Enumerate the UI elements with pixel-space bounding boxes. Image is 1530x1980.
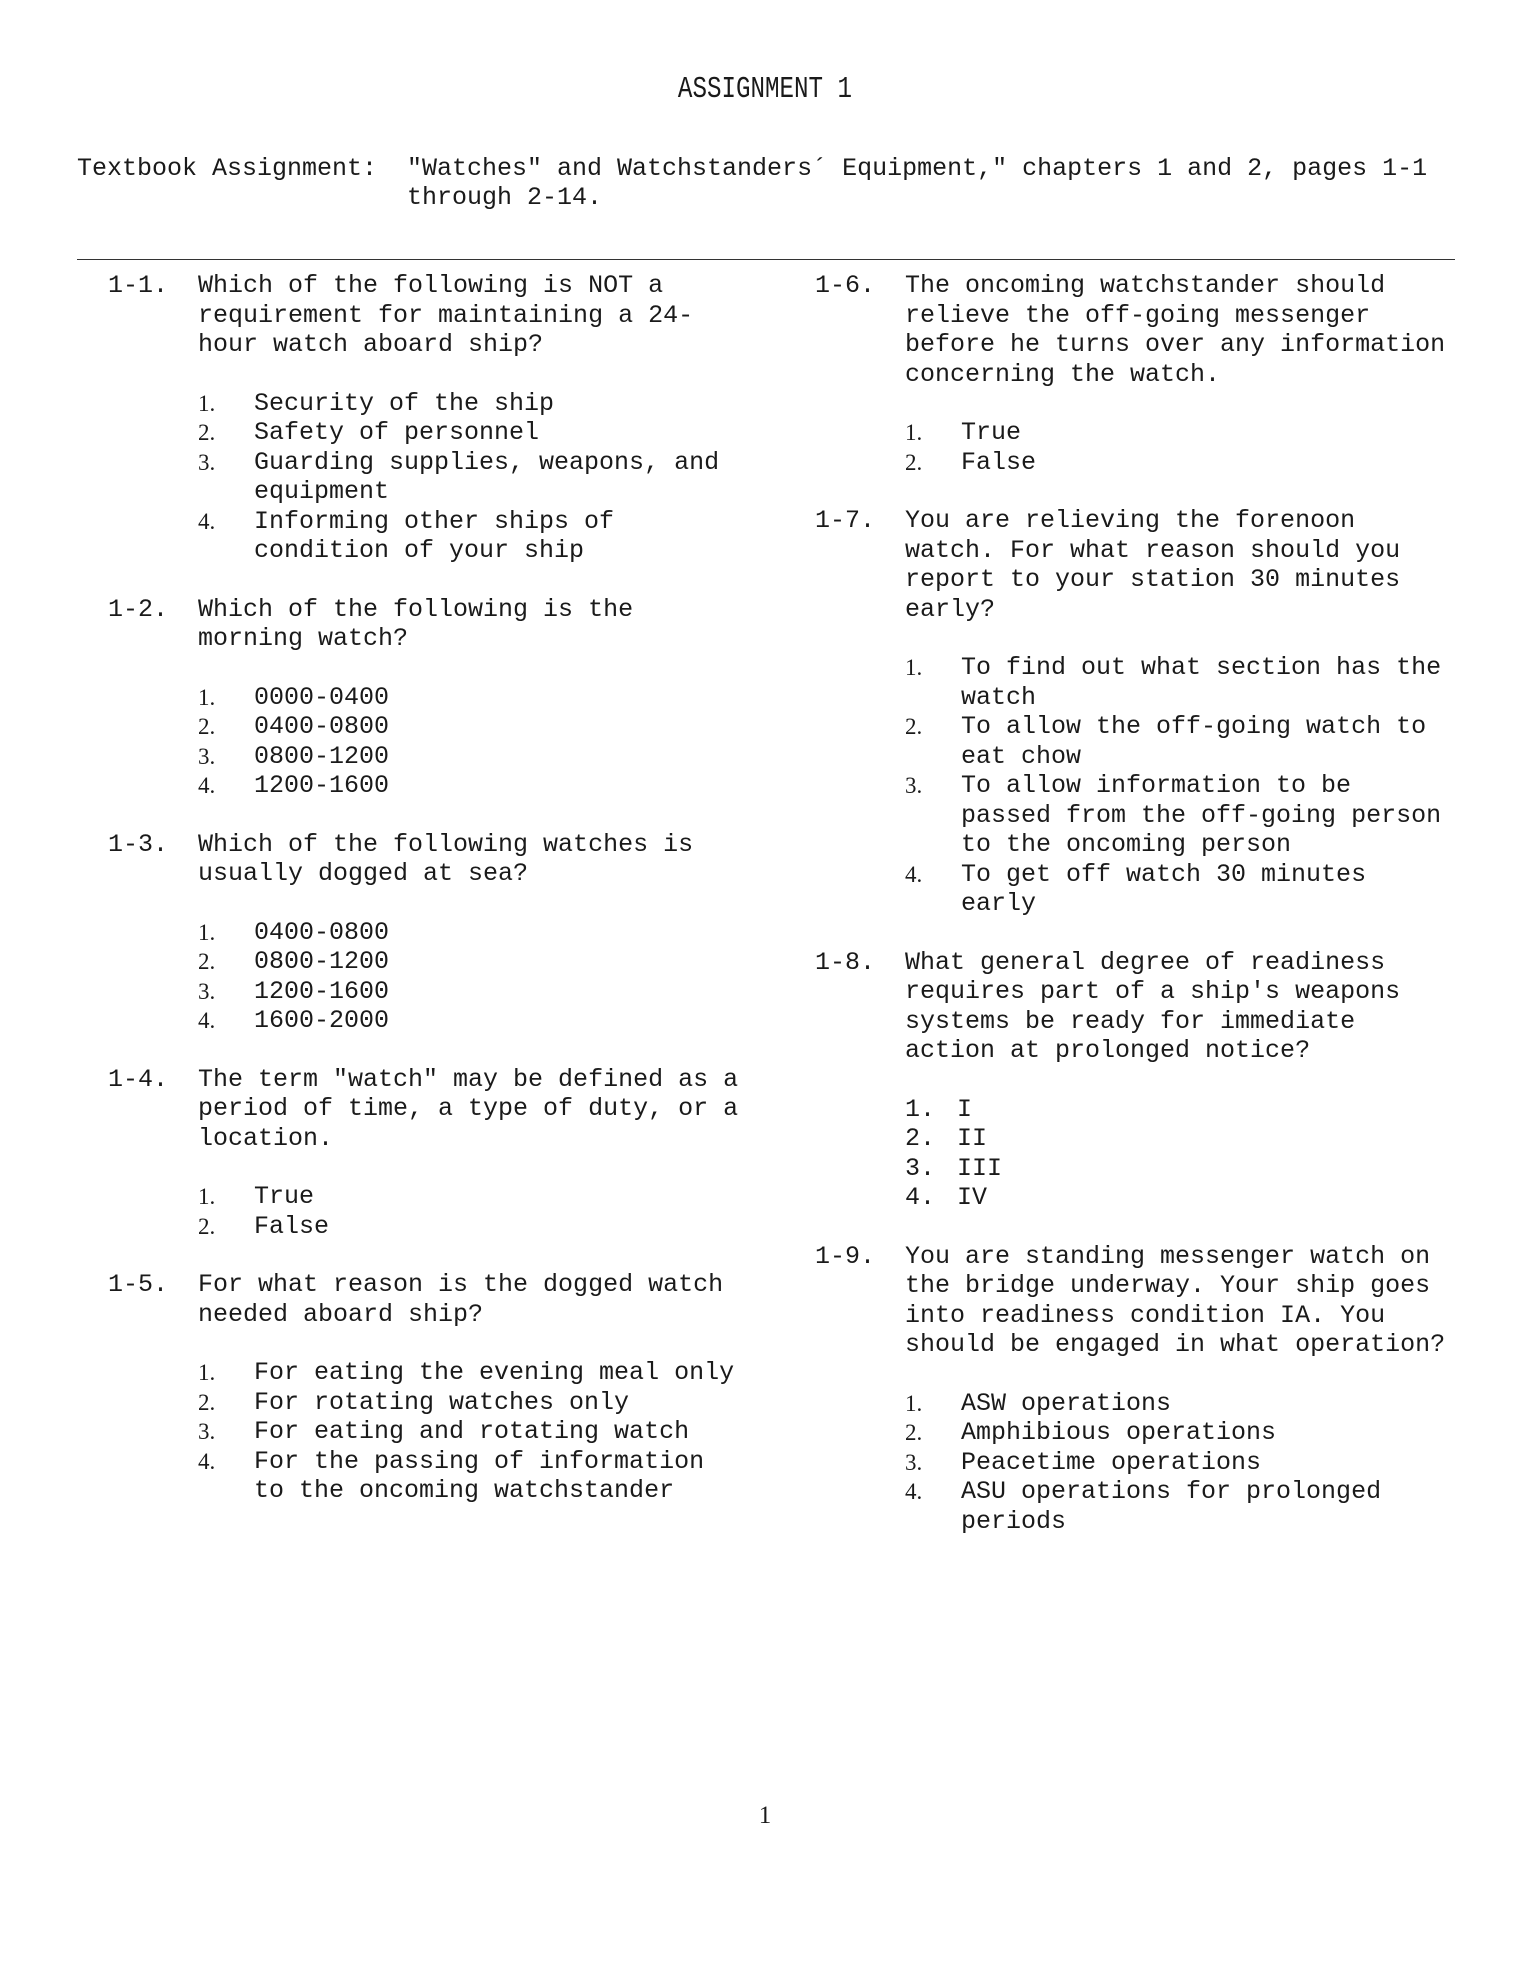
answer-option [198, 742, 748, 772]
option-number: 1. [198, 1184, 216, 1209]
option-text: False [961, 447, 1037, 477]
option-text: Amphibious operations [961, 1418, 1277, 1447]
question-number: 1-4. [108, 1064, 169, 1094]
option-text: IV [957, 1183, 988, 1212]
answer-option [905, 1124, 1455, 1154]
answer-option [198, 683, 748, 713]
option-number: 2. [905, 1124, 936, 1153]
option-text: Peacetime operations [961, 1447, 1262, 1477]
option-text: True [254, 1182, 315, 1211]
answer-option [905, 1418, 1455, 1448]
option-number: 2. [198, 1213, 216, 1239]
option-number: 1. [905, 1390, 923, 1416]
question-item [108, 271, 748, 566]
answer-option [198, 977, 748, 1007]
answer-option [905, 1095, 1455, 1125]
right-question-column [815, 271, 1455, 1565]
option-number: 3. [198, 449, 216, 475]
option-text: 1600-2000 [254, 1006, 390, 1035]
question-number: 1-7. [815, 506, 876, 535]
option-number: 4. [198, 1008, 216, 1033]
option-number: 4. [198, 508, 216, 534]
textbook-assignment [77, 154, 1507, 212]
option-text: I [957, 1094, 973, 1124]
option-number: 2. [905, 1420, 923, 1445]
option-text: 1200-1600 [254, 771, 390, 800]
question-stem: You are relieving the forenoon watch. For what reason should you report to your station 30 minutes early? [905, 506, 1401, 624]
question-body [905, 1242, 1455, 1537]
question-item [108, 1065, 748, 1242]
option-text: For rotating watches only [254, 1387, 630, 1417]
option-text: To allow the off-going watch to eat chow [961, 712, 1427, 771]
option-number: 3. [198, 978, 216, 1004]
question-body [198, 271, 748, 566]
option-text: Guarding supplies, weapons, and equipment [254, 447, 720, 506]
left-question-column [108, 271, 748, 1535]
option-text: III [957, 1153, 1003, 1183]
answer-option [198, 418, 748, 448]
option-text: Safety of personnel [254, 418, 540, 447]
option-number: 1. [198, 919, 216, 945]
option-number: 3. [198, 743, 216, 769]
question-stem: You are standing messenger watch on the bridge underway. Your ship goes into readiness condition IA. You should be engaged in what operation? [905, 1241, 1446, 1359]
answer-option [905, 448, 1455, 478]
answer-option [905, 860, 1455, 919]
answer-option [198, 947, 748, 977]
answer-option [905, 1477, 1455, 1536]
question-stem: Which of the following is the morning watch? [198, 594, 634, 653]
option-number: 1. [198, 390, 216, 416]
option-number: 4. [905, 1183, 936, 1212]
answer-option [198, 1182, 748, 1212]
option-text: 0800-1200 [254, 947, 390, 976]
question-stem: Which of the following watches is usually dogged at sea? [198, 829, 694, 888]
question-stem: The oncoming watchstander should relieve the off-going messenger before he turns over any information concerning the watch. [905, 271, 1446, 389]
option-number: 2. [198, 714, 216, 739]
answer-option [198, 1212, 748, 1242]
option-number: 2. [198, 949, 216, 974]
answer-option [198, 1447, 748, 1506]
option-number: 2. [905, 449, 923, 475]
question-body [198, 830, 748, 1036]
option-text: II [957, 1124, 988, 1153]
question-number: 1-9. [815, 1241, 876, 1271]
option-text: For eating the evening meal only [254, 1358, 735, 1387]
option-number: 3. [905, 773, 923, 798]
option-text: For eating and rotating watch [254, 1417, 690, 1446]
answer-option [198, 507, 748, 566]
answer-option [905, 1154, 1455, 1184]
answer-option [198, 1006, 748, 1036]
question-item [108, 1270, 748, 1506]
option-text: 0000-0400 [254, 682, 390, 712]
question-body [905, 948, 1455, 1213]
option-text: To find out what section has the watch [961, 653, 1442, 712]
question-number: 1-5. [108, 1270, 169, 1299]
option-text: To allow information to be passed from the off-going person to the oncoming person [961, 771, 1442, 859]
option-number: 4. [905, 861, 923, 887]
answer-option [198, 1358, 748, 1388]
option-text: 0800-1200 [254, 741, 390, 771]
question-number: 1-2. [108, 594, 169, 624]
option-number: 2. [198, 420, 216, 445]
assignment-text: "Watches" and Watchstanders´ Equipment," chapters 1 and 2, pages 1-1 through 2-14. [407, 154, 1428, 212]
answer-option [198, 1417, 748, 1447]
option-number: 1. [198, 1360, 216, 1385]
question-item [815, 1242, 1455, 1537]
answer-option [905, 1389, 1455, 1419]
option-number: 1. [905, 655, 923, 680]
option-number: 4. [198, 773, 216, 798]
option-text: Informing other ships of condition of your ship [254, 506, 615, 565]
option-text: 1200-1600 [254, 976, 390, 1006]
option-text: True [961, 418, 1022, 447]
option-text: For the passing of information to the oncoming watchstander [254, 1446, 705, 1505]
answer-option [905, 1183, 1455, 1213]
question-body [905, 271, 1455, 477]
answer-option [905, 1448, 1455, 1478]
question-item [108, 595, 748, 801]
answer-option [905, 418, 1455, 448]
question-number: 1-6. [815, 271, 876, 300]
option-text: To get off watch 30 minutes early [961, 859, 1367, 918]
page-title: ASSIGNMENT 1 [677, 72, 853, 107]
question-body [198, 1270, 748, 1506]
question-item [815, 948, 1455, 1213]
answer-option [198, 712, 748, 742]
question-stem: Which of the following is NOT a requirement for maintaining a 24-hour watch aboard ship? [198, 271, 694, 359]
option-number: 2. [198, 1389, 216, 1415]
answer-option [198, 918, 748, 948]
assignment-label: Textbook Assignment: [77, 154, 378, 183]
question-number: 1-3. [108, 829, 169, 859]
answer-option [198, 771, 748, 801]
answer-option [198, 1388, 748, 1418]
option-number: 4. [198, 1448, 216, 1474]
page-number: 1 [758, 1802, 772, 1829]
answer-option [905, 653, 1455, 712]
option-text: False [254, 1211, 330, 1241]
option-number: 3. [905, 1449, 923, 1475]
option-number: 4. [905, 1479, 923, 1504]
question-body [905, 506, 1455, 919]
option-text: ASU operations for prolonged periods [961, 1477, 1382, 1536]
question-body [198, 595, 748, 801]
option-number: 2. [905, 714, 923, 739]
question-item [108, 830, 748, 1036]
horizontal-divider [77, 259, 1455, 260]
option-text: 0400-0800 [254, 917, 390, 947]
question-item [815, 506, 1455, 919]
option-number: 1. [905, 1094, 936, 1124]
answer-option [905, 771, 1455, 860]
question-stem: What general degree of readiness requires part of a ship's weapons systems be ready for immediate action at prolonged notice? [905, 947, 1401, 1065]
answer-option [905, 712, 1455, 771]
question-item [815, 271, 1455, 477]
option-number: 1. [198, 684, 216, 710]
answer-option [198, 448, 748, 507]
question-stem: The term "watch" may be defined as a period of time, a type of duty, or a location. [198, 1064, 739, 1153]
question-number: 1-8. [815, 947, 876, 977]
option-number: 3. [905, 1153, 936, 1183]
option-text: Security of the ship [254, 388, 555, 418]
answer-option [198, 389, 748, 419]
question-number: 1-1. [108, 271, 169, 300]
question-body [198, 1065, 748, 1242]
option-text: ASW operations [961, 1388, 1172, 1418]
option-number: 3. [198, 1419, 216, 1444]
option-text: 0400-0800 [254, 712, 390, 741]
option-number: 1. [905, 420, 923, 445]
question-stem: For what reason is the dogged watch needed aboard ship? [198, 1270, 724, 1329]
